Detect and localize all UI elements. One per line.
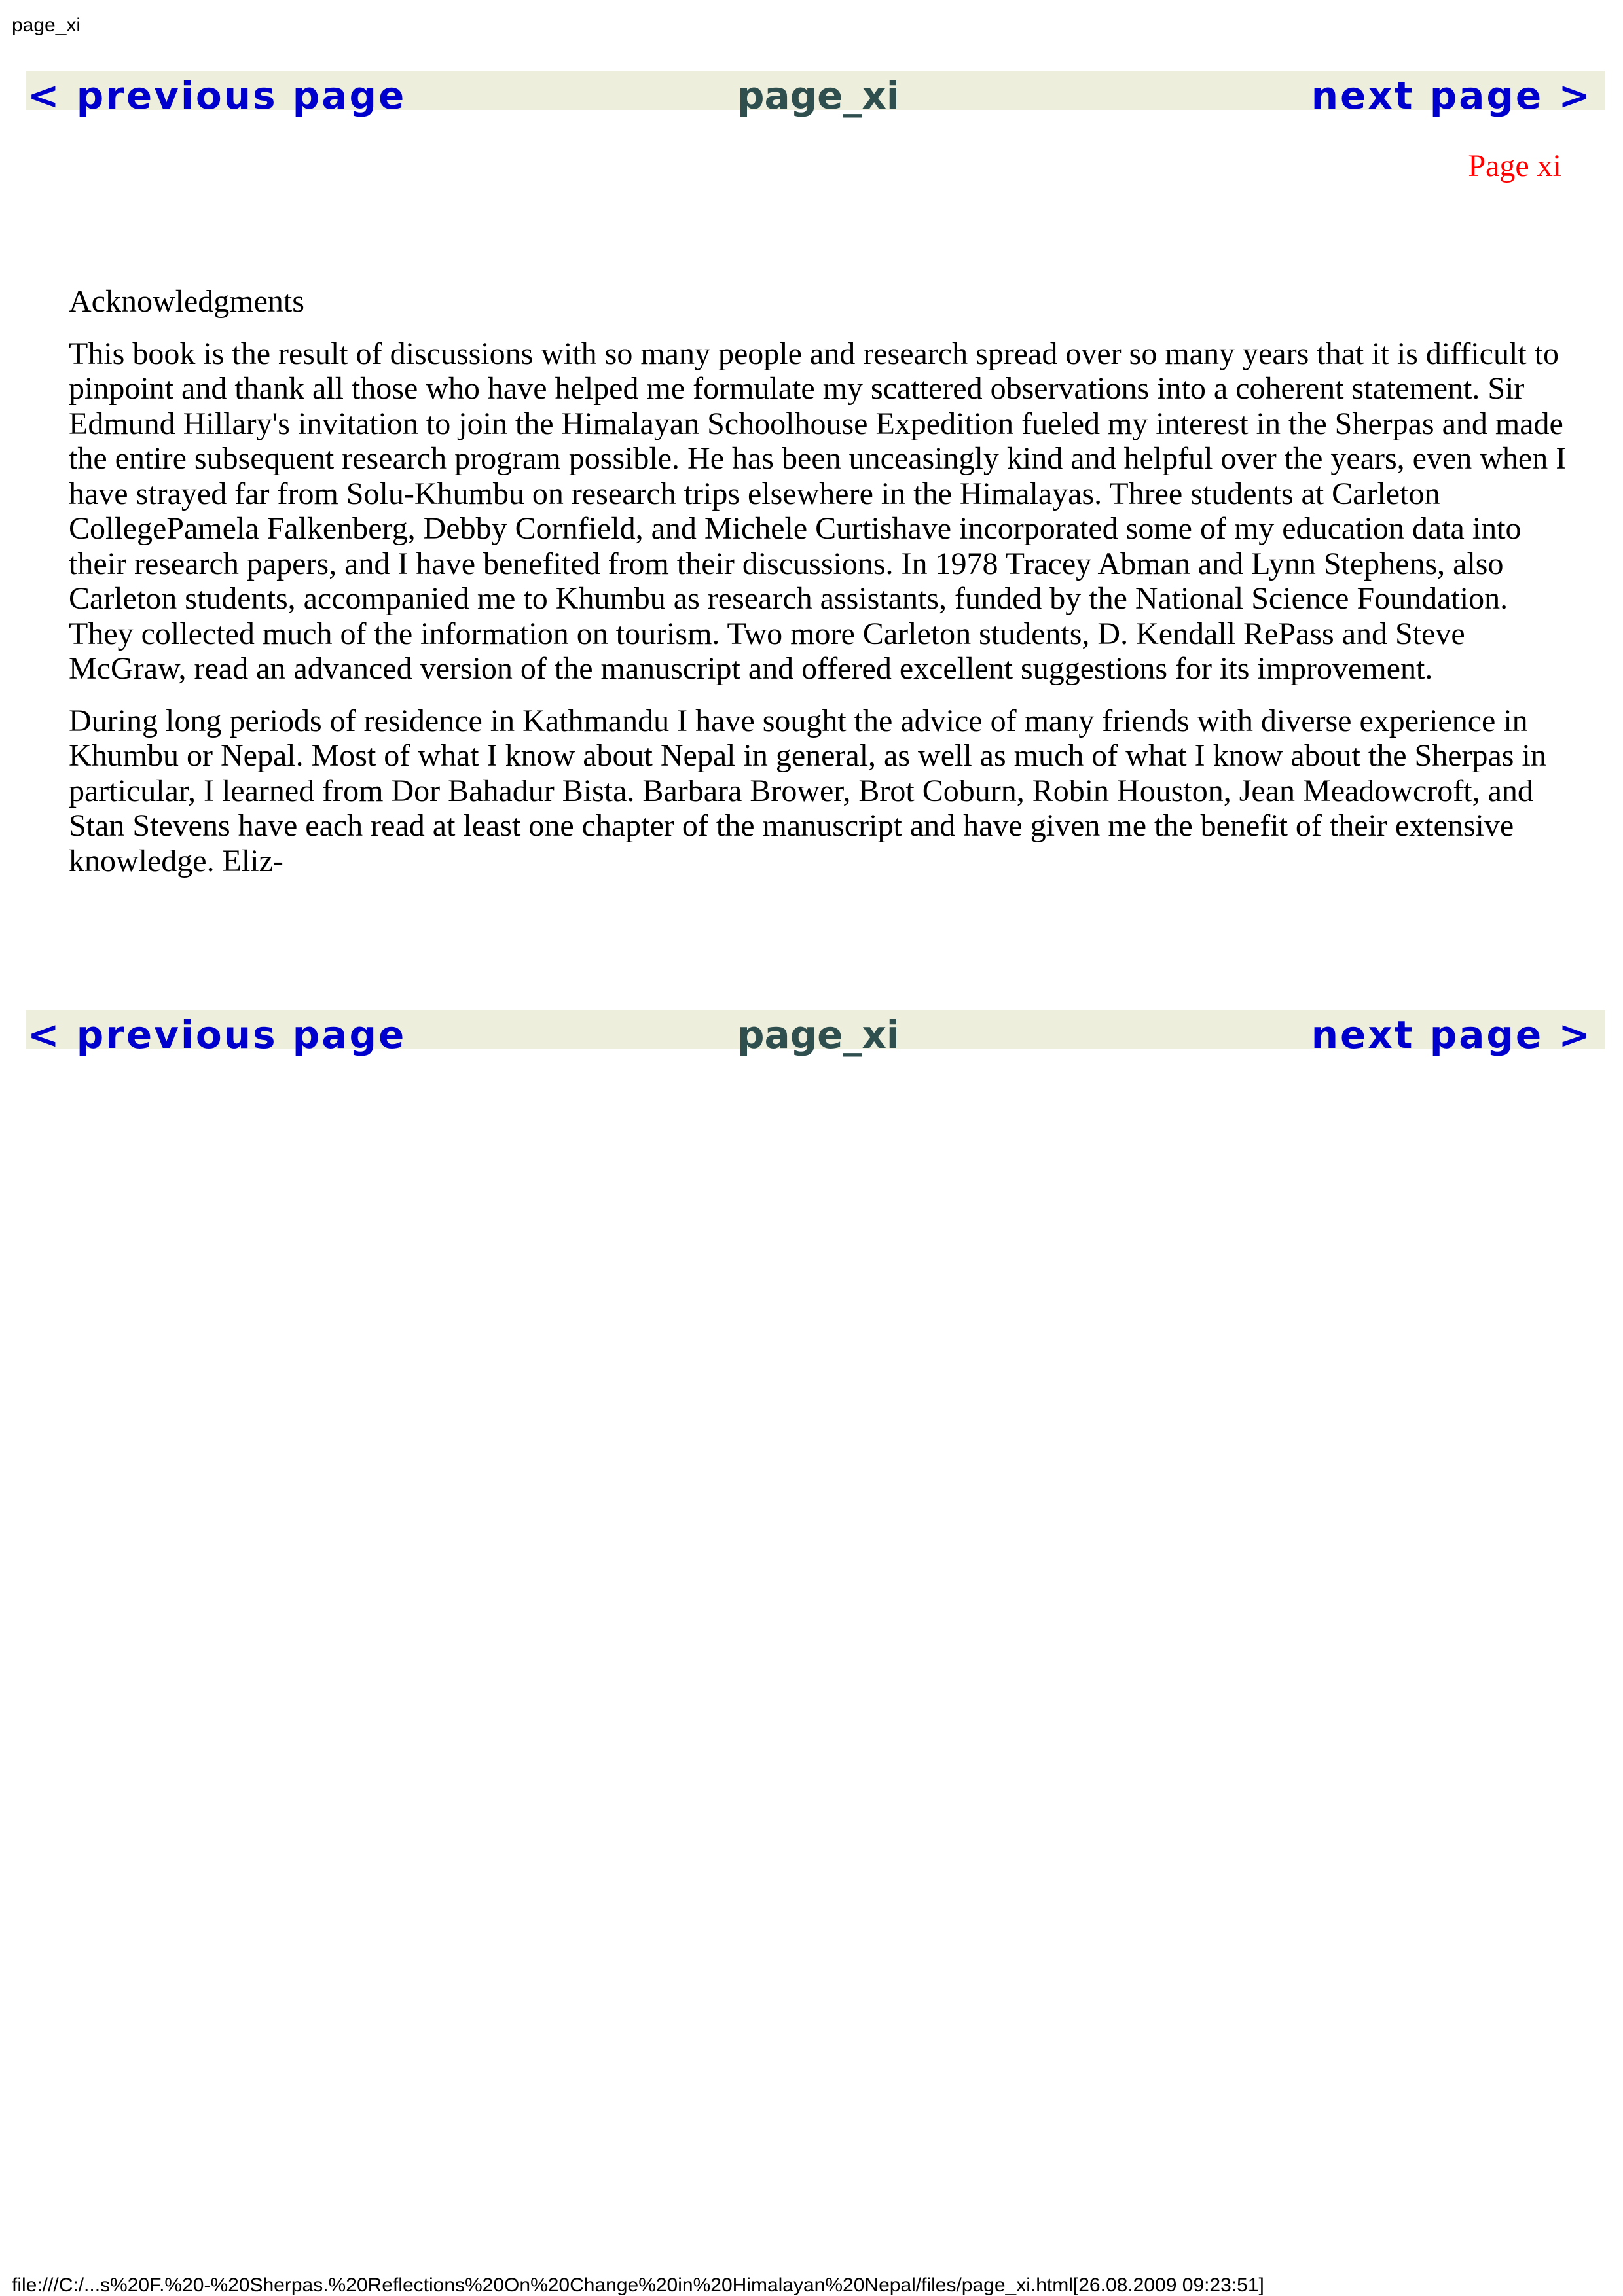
previous-page-link-top[interactable]: < previous page <box>27 73 407 118</box>
page-label-bottom: page_xi <box>737 1013 900 1057</box>
page-content <box>69 284 1575 895</box>
nav-bar-top <box>26 71 1605 118</box>
page-number: Page xi <box>1468 149 1561 183</box>
print-footer-url: file:///C:/...s%20F.%20-%20Sherpas.%20Reflections%20On%20Change%20in%20Himalayan%20Nepal/files/page_xi.html[26.08.2009 09:23:51] <box>12 2274 1264 2296</box>
paragraph-1: This book is the result of discussions with so many people and research spread over so many years that it is difficult to pinpoint and thank all those who have helped me formulate my scattered observations into a coherent statement. Sir Edmund Hillary's invitation to join the Himalayan Schoolhouse Expedition fueled my interest in the Sherpas and made the entire subsequent research program possible. He has been unceasingly kind and helpful over the years, even when I have strayed far from Solu-Khumbu on research trips elsewhere in the Himalayas. Three students at Carleton CollegePamela Falkenberg, Debby Cornfield, and Michele Curtishave incorporated some of my education data into their research papers, and I have benefited from their discussions. In 1978 Tracey Abman and Lynn Stephens, also Carleton students, accompanied me to Khumbu as research assistants, funded by the National Science Foundation. They collected much of the information on tourism. Two more Carleton students, D. Kendall RePass and Steve McGraw, read an advanced version of the manuscript and offered excellent suggestions for its improvement. <box>69 336 1567 686</box>
next-page-link-bottom[interactable]: next page > <box>1311 1013 1592 1057</box>
next-page-link-top[interactable]: next page > <box>1311 73 1592 118</box>
paragraph-2: During long periods of residence in Kathmandu I have sought the advice of many friends with diverse experience in Khumbu or Nepal. Most of what I know about Nepal in general, as well as much of what I know about the Sherpas in particular, I learned from Dor Bahadur Bista. Barbara Brower, Brot Coburn, Robin Houston, Jean Meadowcroft, and Stan Stevens have each read at least one chapter of the manuscript and have given me the benefit of their extensive knowledge. Eliz- <box>69 703 1546 878</box>
page-label-top: page_xi <box>737 73 900 118</box>
previous-page-link-bottom[interactable]: < previous page <box>27 1013 407 1057</box>
nav-bar-bottom <box>26 1010 1605 1057</box>
section-heading: Acknowledgments <box>69 284 304 319</box>
print-header-title: page_xi <box>12 14 81 36</box>
